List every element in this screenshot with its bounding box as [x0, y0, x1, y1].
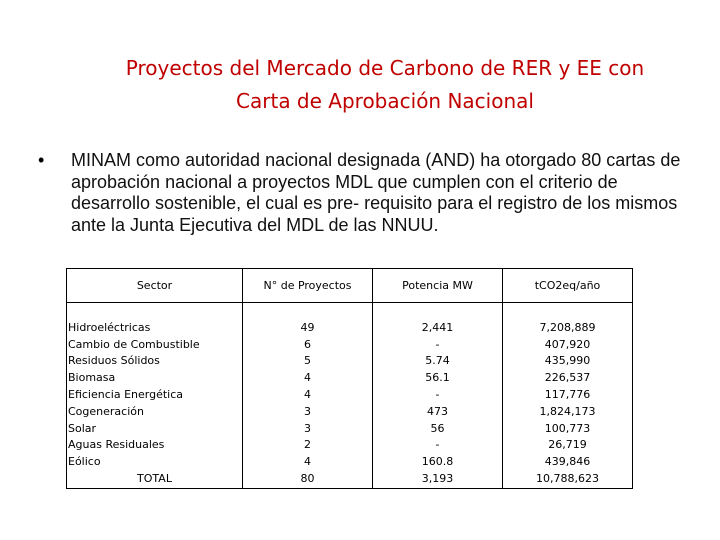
- cell-power: -: [373, 387, 503, 404]
- cell-projects: 4: [243, 387, 373, 404]
- title-line-2: Carta de Aprobación Nacional: [236, 89, 534, 113]
- cell-power: 2,441: [373, 320, 503, 337]
- cell-power: 160.8: [373, 454, 503, 471]
- bullet-item: [38, 150, 698, 236]
- cell-emissions: 226,537: [503, 370, 633, 387]
- cell-emissions: 435,990: [503, 353, 633, 370]
- projects-table: [66, 268, 633, 489]
- cell-emissions: 26,719: [503, 437, 633, 454]
- cell-emissions: 117,776: [503, 387, 633, 404]
- bullet-dot: •: [38, 150, 45, 170]
- table-row: [67, 387, 633, 404]
- title-line-1: Proyectos del Mercado de Carbono de RER y EE con: [125, 56, 645, 80]
- cell-sector: Cambio de Combustible: [67, 337, 243, 354]
- cell-emissions: 100,773: [503, 421, 633, 438]
- table-row: [67, 437, 633, 454]
- total-projects: 80: [243, 471, 373, 488]
- cell-sector: Residuos Sólidos: [67, 353, 243, 370]
- table-row: [67, 337, 633, 354]
- cell-emissions: 407,920: [503, 337, 633, 354]
- table-row: [67, 404, 633, 421]
- header-emissions: tCO2eq/año: [503, 269, 633, 303]
- table-row: [67, 454, 633, 471]
- cell-projects: 4: [243, 370, 373, 387]
- cell-projects: 5: [243, 353, 373, 370]
- cell-sector: Hidroeléctricas: [67, 320, 243, 337]
- table-row: [67, 370, 633, 387]
- header-sector: Sector: [67, 269, 243, 303]
- spacer-row: [67, 303, 633, 320]
- total-label: TOTAL: [67, 471, 243, 488]
- total-emissions: 10,788,623: [503, 471, 633, 488]
- cell-power: 56: [373, 421, 503, 438]
- table-row: [67, 353, 633, 370]
- cell-sector: Cogeneración: [67, 404, 243, 421]
- table-row: [67, 320, 633, 337]
- cell-sector: Aguas Residuales: [67, 437, 243, 454]
- bullet-text: MINAM como autoridad nacional designada (AND) ha otorgado 80 cartas de aprobación nacional a proyectos MDL que cumplen con el criterio de desarrollo sostenible, el cual es pre- requisito para el registro de los mismos ante la Junta Ejecutiva del MDL de las NNUU.: [71, 150, 681, 235]
- cell-projects: 3: [243, 404, 373, 421]
- header-projects: N° de Proyectos: [243, 269, 373, 303]
- cell-sector: Eficiencia Energética: [67, 387, 243, 404]
- cell-projects: 49: [243, 320, 373, 337]
- cell-sector: Biomasa: [67, 370, 243, 387]
- cell-power: -: [373, 337, 503, 354]
- cell-emissions: 1,824,173: [503, 404, 633, 421]
- cell-projects: 3: [243, 421, 373, 438]
- cell-sector: Solar: [67, 421, 243, 438]
- cell-emissions: 7,208,889: [503, 320, 633, 337]
- cell-projects: 2: [243, 437, 373, 454]
- cell-projects: 4: [243, 454, 373, 471]
- header-power: Potencia MW: [373, 269, 503, 303]
- slide-title: [60, 52, 710, 118]
- cell-emissions: 439,846: [503, 454, 633, 471]
- cell-power: 473: [373, 404, 503, 421]
- table-row: [67, 421, 633, 438]
- cell-power: 56.1: [373, 370, 503, 387]
- table-header-row: [67, 269, 633, 303]
- total-power: 3,193: [373, 471, 503, 488]
- cell-power: 5.74: [373, 353, 503, 370]
- cell-sector: Eólico: [67, 454, 243, 471]
- cell-power: -: [373, 437, 503, 454]
- cell-projects: 6: [243, 337, 373, 354]
- total-row: [67, 471, 633, 488]
